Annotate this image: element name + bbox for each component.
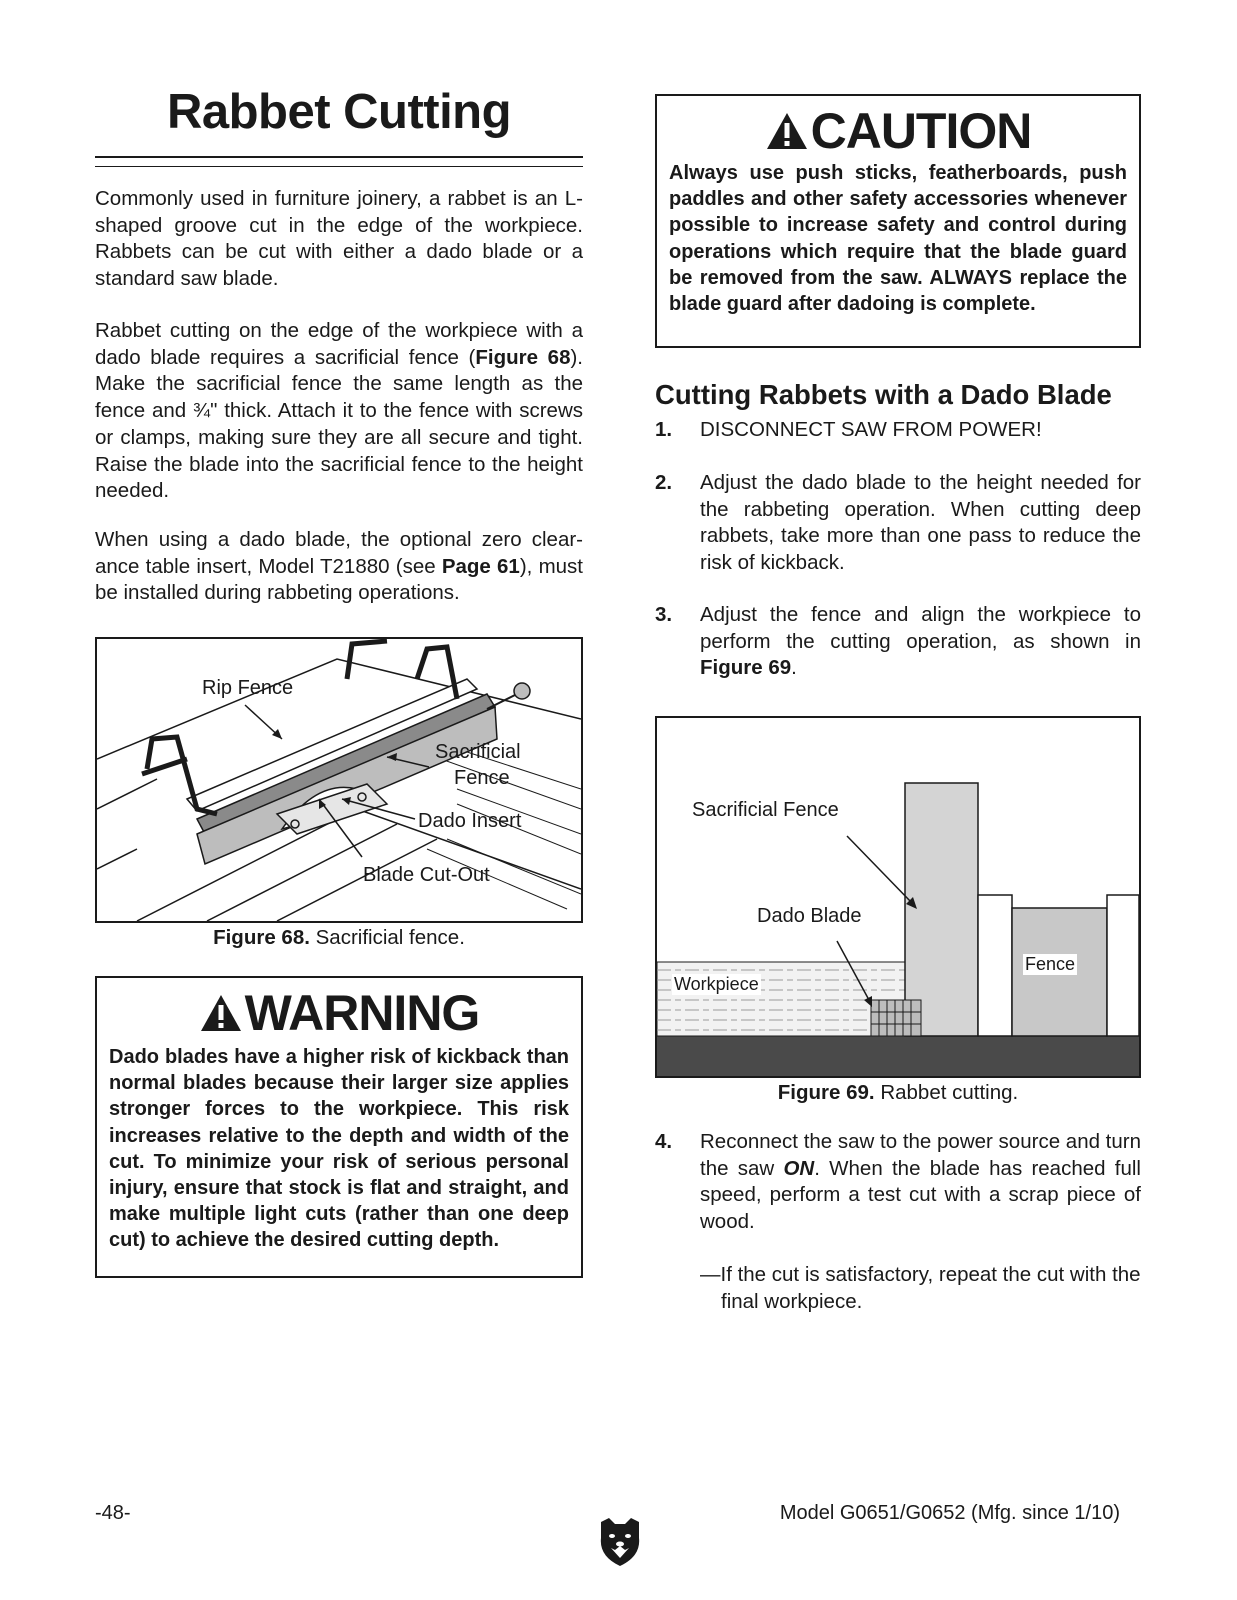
- step-text: Adjust the dado blade to the height needed for the rabbeting operation. When cutting deep rabbets, take more than one pass to reduce the risk of kickback.: [700, 471, 1141, 574]
- figure-68: [95, 637, 583, 923]
- intro-paragraph-1: Commonly used in furniture joinery, a rabbet is an L-shaped groove cut in the edge of the workpiece. Rabbets can be cut with either a dado blade or a standard saw blade.: [95, 187, 583, 291]
- section-title: Cutting Rabbets with a Dado Blade: [655, 379, 1112, 410]
- label-sacrificial-fence-line1: Sacrificial: [435, 741, 521, 763]
- caution-triangle-icon: [765, 111, 809, 151]
- step-3: [655, 602, 1141, 686]
- figure-69: [655, 716, 1141, 1078]
- label-sacrificial-fence: Sacrificial Fence: [692, 799, 839, 821]
- on-emphasis: ON: [783, 1156, 815, 1180]
- sub-note: —If the cut is satisfactory, repeat the cut with the final workpiece.: [700, 1263, 1141, 1313]
- intro-paragraph-2: Rabbet cutting on the edge of the workpiece with a dado blade requires a sacrificial fence (Figure 68). Make the sacrificial fence the same length as the fence and ¾" thick. Attach it to the fence with screws or clamps, making sure they are all secure and tight. Raise the blade into the sacrificial fence to the height needed.: [95, 319, 583, 503]
- label-workpiece: Workpiece: [674, 974, 759, 994]
- step-text: Adjust the fence and align the workpiece to perform the cutting operation, as shown in Figure 69.: [700, 603, 1141, 679]
- step-number: 4.: [655, 1130, 673, 1153]
- figure-69-caption: Figure 69. Rabbet cutting.: [777, 1081, 1019, 1104]
- step-number: 2.: [655, 471, 673, 494]
- step-number: 3.: [655, 603, 673, 626]
- rabbet-cutting-diagram: [657, 718, 1139, 1076]
- label-sacrificial-fence-line2: Fence: [454, 767, 510, 789]
- caution-box: [655, 94, 1141, 348]
- step-1: [655, 417, 1141, 445]
- label-dado-blade: Dado Blade: [757, 905, 862, 927]
- step-number: 1.: [655, 418, 673, 441]
- warning-text: Dado blades have a higher risk of kickback than normal blades because their larger size applies stronger forces to the workpiece. This risk increases relative to the depth and width of the cut. To minimize your risk of serious personal injury, ensure that stock is flat and straight, and make multiple light cuts (rather than one deep cut) to achieve the desired cutting depth.: [109, 1046, 569, 1252]
- page-number: -48-: [95, 1502, 131, 1524]
- step-4: [655, 1129, 1141, 1239]
- intro-paragraph-3: When using a dado blade, the optional zero clear-ance table insert, Model T21880 (see Page 61), must be installed during rabbeting operations.: [95, 528, 583, 605]
- step-2: [655, 470, 1141, 580]
- model-info: Model G0651/G0652 (Mfg. since 1/10): [779, 1502, 1120, 1524]
- label-fence: Fence: [1025, 954, 1076, 974]
- figure-68-reference: Figure 68: [475, 345, 571, 369]
- label-rip-fence: Rip Fence: [202, 677, 294, 699]
- warning-heading: WARNING: [97, 988, 581, 1038]
- title-rule: [95, 156, 583, 158]
- caution-heading: CAUTION: [657, 106, 1139, 156]
- figure-68-caption: Figure 68. Sacrificial fence.: [213, 926, 465, 949]
- label-blade-cutout: Blade Cut-Out: [363, 864, 490, 886]
- page-61-reference: Page 61: [441, 554, 520, 578]
- warning-triangle-icon: [199, 993, 243, 1033]
- page-title: Rabbet Cutting: [166, 85, 512, 139]
- bear-logo-icon: [597, 1516, 643, 1568]
- warning-box: [95, 976, 583, 1278]
- step-text: Reconnect the saw to the power source and turn the saw ON. When the blade has reached full speed, perform a test cut with a scrap piece of wood.: [700, 1130, 1142, 1233]
- step-text: DISCONNECT SAW FROM POWER!: [700, 418, 1042, 441]
- label-dado-insert: Dado Insert: [418, 810, 522, 832]
- caution-text: Always use push sticks, featherboards, push paddles and other safety accessories whenever possible to increase safety and control during operations which require that the blade guard be removed from the saw. ALWAYS replace the blade guard after dadoing is complete.: [669, 162, 1127, 316]
- figure-69-reference: Figure 69: [700, 656, 792, 679]
- title-rule-thin: [95, 166, 583, 167]
